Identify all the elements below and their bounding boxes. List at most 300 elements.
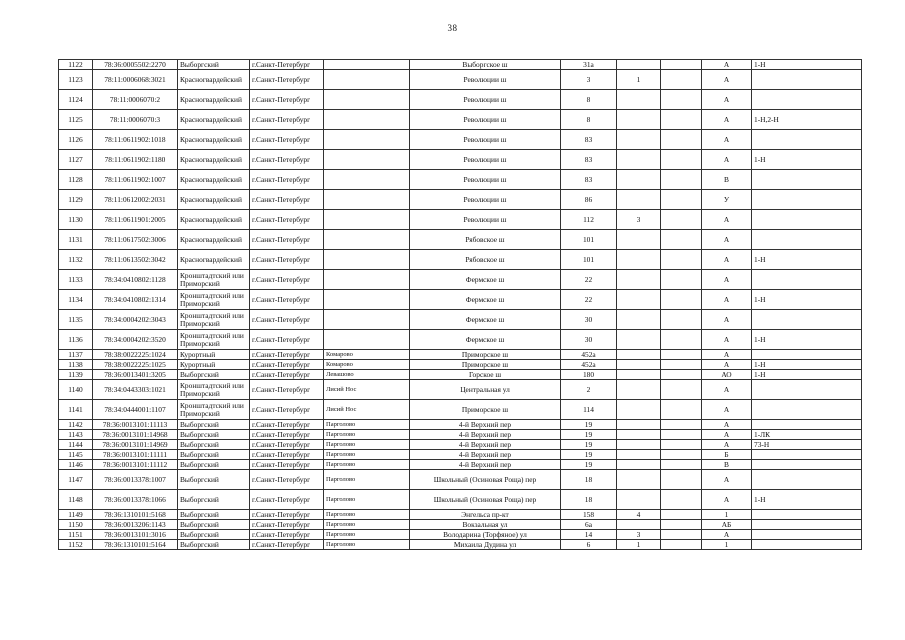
street-cell: Рябовское ш — [410, 250, 561, 270]
table-row — [59, 470, 862, 490]
house-cell: 18 — [561, 470, 617, 490]
street-cell: Революции ш — [410, 110, 561, 130]
cadastral-number-cell: 78:36:1310101:5164 — [93, 540, 178, 550]
letter-cell — [661, 110, 702, 130]
cadastral-number-cell: 78:11:0611902:1180 — [93, 150, 178, 170]
house-cell: 8 — [561, 90, 617, 110]
district-cell: Красногвардейский — [178, 110, 250, 130]
row-number-cell: 1125 — [59, 110, 93, 130]
street-cell: Михаила Дудина ул — [410, 540, 561, 550]
district-cell: Кронштадтский или Приморский — [178, 290, 250, 310]
district-cell: Кронштадтский или Приморский — [178, 380, 250, 400]
district-cell: Выборгский — [178, 470, 250, 490]
house-cell: 452а — [561, 360, 617, 370]
street-cell: 4-й Верхний пер — [410, 420, 561, 430]
table-row — [59, 110, 862, 130]
table-row — [59, 130, 862, 150]
letter-cell — [661, 420, 702, 430]
letter-cell — [661, 70, 702, 90]
house-cell: 8 — [561, 110, 617, 130]
premises-cell: 1-Н — [752, 490, 862, 510]
city-cell: г.Санкт-Петербург — [250, 400, 324, 420]
cadastral-number-cell: 78:11:0611901:2005 — [93, 210, 178, 230]
street-cell: Приморское ш — [410, 360, 561, 370]
locality-cell: Парголово — [324, 420, 410, 430]
locality-cell — [324, 310, 410, 330]
table-row — [59, 90, 862, 110]
cadastral-number-cell: 78:36:0013401:3205 — [93, 370, 178, 380]
street-cell: Рябовское ш — [410, 230, 561, 250]
building-cell — [617, 420, 661, 430]
table-row — [59, 330, 862, 350]
house-cell: 6 — [561, 540, 617, 550]
street-cell: Центральная ул — [410, 380, 561, 400]
table-row — [59, 400, 862, 420]
building-cell — [617, 190, 661, 210]
letter-cell — [661, 380, 702, 400]
house-cell: 114 — [561, 400, 617, 420]
house-cell: 19 — [561, 430, 617, 440]
locality-cell: Комарово — [324, 360, 410, 370]
letter-cell — [661, 460, 702, 470]
row-number-cell: 1141 — [59, 400, 93, 420]
table-row — [59, 370, 862, 380]
cadastral-number-cell: 78:36:0013206:1143 — [93, 520, 178, 530]
locality-cell: Парголово — [324, 470, 410, 490]
table-row — [59, 230, 862, 250]
table-row — [59, 350, 862, 360]
row-number-cell: 1131 — [59, 230, 93, 250]
page-number: 38 — [447, 23, 458, 33]
cadastral-number-cell: 78:11:0006070:3 — [93, 110, 178, 130]
house-cell: 19 — [561, 460, 617, 470]
locality-cell: Парголово — [324, 460, 410, 470]
category-cell: Б — [702, 450, 752, 460]
house-cell: 83 — [561, 150, 617, 170]
district-cell: Кронштадтский или Приморский — [178, 330, 250, 350]
premises-cell — [752, 270, 862, 290]
city-cell: г.Санкт-Петербург — [250, 470, 324, 490]
district-cell: Выборгский — [178, 440, 250, 450]
street-cell: Революции ш — [410, 70, 561, 90]
district-cell: Выборгский — [178, 490, 250, 510]
row-number-cell: 1129 — [59, 190, 93, 210]
city-cell: г.Санкт-Петербург — [250, 70, 324, 90]
locality-cell: Парголово — [324, 530, 410, 540]
locality-cell — [324, 170, 410, 190]
category-cell: А — [702, 350, 752, 360]
district-cell: Красногвардейский — [178, 70, 250, 90]
building-cell: 3 — [617, 530, 661, 540]
district-cell: Красногвардейский — [178, 90, 250, 110]
district-cell: Красногвардейский — [178, 130, 250, 150]
cadastral-number-cell: 78:36:0013101:3016 — [93, 530, 178, 540]
city-cell: г.Санкт-Петербург — [250, 370, 324, 380]
house-cell: 83 — [561, 130, 617, 150]
category-cell: А — [702, 270, 752, 290]
letter-cell — [661, 330, 702, 350]
premises-cell — [752, 520, 862, 530]
city-cell: г.Санкт-Петербург — [250, 170, 324, 190]
row-number-cell: 1128 — [59, 170, 93, 190]
category-cell: А — [702, 400, 752, 420]
building-cell — [617, 330, 661, 350]
street-cell: Володарина (Торфяное) ул — [410, 530, 561, 540]
house-cell: 83 — [561, 170, 617, 190]
district-cell: Красногвардейский — [178, 230, 250, 250]
table-row — [59, 530, 862, 540]
cadastral-number-cell: 78:36:0013101:11112 — [93, 460, 178, 470]
letter-cell — [661, 290, 702, 310]
cadastral-number-cell: 78:36:0013378:1007 — [93, 470, 178, 490]
row-number-cell: 1145 — [59, 450, 93, 460]
locality-cell: Парголово — [324, 540, 410, 550]
street-cell: Энгельса пр-кт — [410, 510, 561, 520]
house-cell: 22 — [561, 270, 617, 290]
building-cell: 4 — [617, 510, 661, 520]
category-cell: А — [702, 380, 752, 400]
category-cell: У — [702, 190, 752, 210]
locality-cell — [324, 60, 410, 70]
cadastral-number-cell: 78:11:0006068:3021 — [93, 70, 178, 90]
premises-cell — [752, 540, 862, 550]
row-number-cell: 1149 — [59, 510, 93, 520]
street-cell: Революции ш — [410, 130, 561, 150]
district-cell: Красногвардейский — [178, 150, 250, 170]
cadastral-number-cell: 78:38:0022225:1024 — [93, 350, 178, 360]
row-number-cell: 1132 — [59, 250, 93, 270]
row-number-cell: 1147 — [59, 470, 93, 490]
row-number-cell: 1130 — [59, 210, 93, 230]
building-cell — [617, 250, 661, 270]
row-number-cell: 1136 — [59, 330, 93, 350]
premises-cell: 1-Н — [752, 290, 862, 310]
premises-cell: 1-Н — [752, 360, 862, 370]
premises-cell — [752, 400, 862, 420]
house-cell: 2 — [561, 380, 617, 400]
house-cell: 101 — [561, 250, 617, 270]
street-cell: Приморское ш — [410, 350, 561, 360]
category-cell: 1 — [702, 540, 752, 550]
city-cell: г.Санкт-Петербург — [250, 90, 324, 110]
letter-cell — [661, 230, 702, 250]
category-cell: А — [702, 70, 752, 90]
category-cell: А — [702, 330, 752, 350]
locality-cell: Лисий Нос — [324, 400, 410, 420]
table-row — [59, 250, 862, 270]
table-row — [59, 70, 862, 90]
building-cell — [617, 290, 661, 310]
city-cell: г.Санкт-Петербург — [250, 270, 324, 290]
district-cell: Выборгский — [178, 420, 250, 430]
table-row — [59, 540, 862, 550]
house-cell: 30 — [561, 310, 617, 330]
city-cell: г.Санкт-Петербург — [250, 420, 324, 430]
district-cell: Выборгский — [178, 430, 250, 440]
premises-cell — [752, 230, 862, 250]
cadastral-number-cell: 78:34:0410802:1314 — [93, 290, 178, 310]
table-row — [59, 510, 862, 520]
letter-cell — [661, 250, 702, 270]
locality-cell — [324, 210, 410, 230]
row-number-cell: 1137 — [59, 350, 93, 360]
cadastral-number-cell: 78:11:0617502:3006 — [93, 230, 178, 250]
locality-cell — [324, 110, 410, 130]
row-number-cell: 1127 — [59, 150, 93, 170]
city-cell: г.Санкт-Петербург — [250, 380, 324, 400]
district-cell: Курортный — [178, 350, 250, 360]
letter-cell — [661, 450, 702, 460]
city-cell: г.Санкт-Петербург — [250, 360, 324, 370]
city-cell: г.Санкт-Петербург — [250, 310, 324, 330]
premises-cell: 1-Н — [752, 60, 862, 70]
premises-cell: 1-Н — [752, 150, 862, 170]
cadastral-number-cell: 78:34:0004202:3043 — [93, 310, 178, 330]
city-cell: г.Санкт-Петербург — [250, 150, 324, 170]
locality-cell: Парголово — [324, 520, 410, 530]
registry-table — [58, 59, 862, 550]
district-cell: Выборгский — [178, 60, 250, 70]
house-cell: 19 — [561, 450, 617, 460]
row-number-cell: 1151 — [59, 530, 93, 540]
street-cell: Революции ш — [410, 210, 561, 230]
cadastral-number-cell: 78:34:0410802:1128 — [93, 270, 178, 290]
house-cell: 86 — [561, 190, 617, 210]
locality-cell — [324, 90, 410, 110]
premises-cell — [752, 170, 862, 190]
house-cell: 19 — [561, 440, 617, 450]
category-cell: А — [702, 310, 752, 330]
building-cell — [617, 470, 661, 490]
row-number-cell: 1152 — [59, 540, 93, 550]
house-cell: 30 — [561, 330, 617, 350]
city-cell: г.Санкт-Петербург — [250, 520, 324, 530]
letter-cell — [661, 540, 702, 550]
premises-cell — [752, 70, 862, 90]
city-cell: г.Санкт-Петербург — [250, 130, 324, 150]
table-row — [59, 460, 862, 470]
premises-cell: 73-Н — [752, 440, 862, 450]
district-cell: Выборгский — [178, 540, 250, 550]
row-number-cell: 1150 — [59, 520, 93, 530]
street-cell: 4-й Верхний пер — [410, 430, 561, 440]
city-cell: г.Санкт-Петербург — [250, 190, 324, 210]
street-cell: Вокзальная ул — [410, 520, 561, 530]
row-number-cell: 1142 — [59, 420, 93, 430]
street-cell: Фермское ш — [410, 290, 561, 310]
category-cell: А — [702, 360, 752, 370]
street-cell: Фермское ш — [410, 270, 561, 290]
table-row — [59, 430, 862, 440]
premises-cell — [752, 450, 862, 460]
category-cell: АБ — [702, 520, 752, 530]
letter-cell — [661, 440, 702, 450]
street-cell: Школьный (Осиновая Роща) пер — [410, 470, 561, 490]
building-cell — [617, 450, 661, 460]
letter-cell — [661, 470, 702, 490]
table-row — [59, 440, 862, 450]
house-cell: 22 — [561, 290, 617, 310]
premises-cell — [752, 310, 862, 330]
table-row — [59, 380, 862, 400]
cadastral-number-cell: 78:38:0022225:1025 — [93, 360, 178, 370]
table-row — [59, 190, 862, 210]
city-cell: г.Санкт-Петербург — [250, 350, 324, 360]
table-row — [59, 150, 862, 170]
letter-cell — [661, 210, 702, 230]
locality-cell — [324, 70, 410, 90]
row-number-cell: 1124 — [59, 90, 93, 110]
premises-cell — [752, 530, 862, 540]
letter-cell — [661, 400, 702, 420]
row-number-cell: 1140 — [59, 380, 93, 400]
category-cell: А — [702, 250, 752, 270]
district-cell: Кронштадтский или Приморский — [178, 400, 250, 420]
category-cell: А — [702, 470, 752, 490]
locality-cell — [324, 330, 410, 350]
house-cell: 452а — [561, 350, 617, 360]
city-cell: г.Санкт-Петербург — [250, 330, 324, 350]
category-cell: А — [702, 210, 752, 230]
city-cell: г.Санкт-Петербург — [250, 210, 324, 230]
building-cell — [617, 170, 661, 190]
row-number-cell: 1123 — [59, 70, 93, 90]
locality-cell — [324, 250, 410, 270]
street-cell: 4-й Верхний пер — [410, 460, 561, 470]
building-cell — [617, 460, 661, 470]
house-cell: 6а — [561, 520, 617, 530]
building-cell — [617, 230, 661, 250]
street-cell: Революции ш — [410, 190, 561, 210]
city-cell: г.Санкт-Петербург — [250, 490, 324, 510]
city-cell: г.Санкт-Петербург — [250, 530, 324, 540]
row-number-cell: 1148 — [59, 490, 93, 510]
street-cell: Горское ш — [410, 370, 561, 380]
district-cell: Кронштадтский или Приморский — [178, 310, 250, 330]
locality-cell: Парголово — [324, 430, 410, 440]
district-cell: Выборгский — [178, 450, 250, 460]
city-cell: г.Санкт-Петербург — [250, 440, 324, 450]
table-row — [59, 290, 862, 310]
category-cell: А — [702, 130, 752, 150]
building-cell — [617, 400, 661, 420]
district-cell: Выборгский — [178, 530, 250, 540]
cadastral-number-cell: 78:36:0013101:14968 — [93, 430, 178, 440]
street-cell: 4-й Верхний пер — [410, 440, 561, 450]
district-cell: Красногвардейский — [178, 250, 250, 270]
category-cell: А — [702, 530, 752, 540]
city-cell: г.Санкт-Петербург — [250, 430, 324, 440]
house-cell: 19 — [561, 420, 617, 430]
table-row — [59, 310, 862, 330]
letter-cell — [661, 490, 702, 510]
cadastral-number-cell: 78:36:0005502:2270 — [93, 60, 178, 70]
house-cell: 18 — [561, 490, 617, 510]
letter-cell — [661, 310, 702, 330]
building-cell — [617, 150, 661, 170]
premises-cell: 1-ЛК — [752, 430, 862, 440]
street-cell: Революции ш — [410, 150, 561, 170]
row-number-cell: 1122 — [59, 60, 93, 70]
premises-cell: 1-Н — [752, 330, 862, 350]
locality-cell: Левашово — [324, 370, 410, 380]
building-cell — [617, 350, 661, 360]
building-cell — [617, 360, 661, 370]
category-cell: А — [702, 430, 752, 440]
table-row — [59, 420, 862, 430]
row-number-cell: 1146 — [59, 460, 93, 470]
cadastral-number-cell: 78:36:0013101:11111 — [93, 450, 178, 460]
cadastral-number-cell: 78:36:1310101:5168 — [93, 510, 178, 520]
cadastral-number-cell: 78:34:0004202:3520 — [93, 330, 178, 350]
cadastral-number-cell: 78:11:0611902:1007 — [93, 170, 178, 190]
letter-cell — [661, 360, 702, 370]
locality-cell: Комарово — [324, 350, 410, 360]
district-cell: Красногвардейский — [178, 190, 250, 210]
house-cell: 14 — [561, 530, 617, 540]
category-cell: А — [702, 230, 752, 250]
building-cell: 3 — [617, 210, 661, 230]
row-number-cell: 1144 — [59, 440, 93, 450]
premises-cell: 1-Н — [752, 370, 862, 380]
locality-cell — [324, 270, 410, 290]
street-cell: Фермское ш — [410, 330, 561, 350]
category-cell: А — [702, 440, 752, 450]
cadastral-number-cell: 78:36:0013378:1066 — [93, 490, 178, 510]
street-cell: Школьный (Осиновая Роща) пер — [410, 490, 561, 510]
building-cell — [617, 310, 661, 330]
building-cell — [617, 520, 661, 530]
category-cell: А — [702, 110, 752, 130]
row-number-cell: 1138 — [59, 360, 93, 370]
table-row — [59, 210, 862, 230]
table-row — [59, 360, 862, 370]
category-cell: А — [702, 90, 752, 110]
letter-cell — [661, 90, 702, 110]
city-cell: г.Санкт-Петербург — [250, 460, 324, 470]
table-row — [59, 490, 862, 510]
table-row — [59, 520, 862, 530]
locality-cell — [324, 230, 410, 250]
letter-cell — [661, 60, 702, 70]
row-number-cell: 1133 — [59, 270, 93, 290]
building-cell: 1 — [617, 540, 661, 550]
locality-cell — [324, 150, 410, 170]
locality-cell: Парголово — [324, 450, 410, 460]
premises-cell: 1-Н — [752, 250, 862, 270]
house-cell: 112 — [561, 210, 617, 230]
building-cell — [617, 430, 661, 440]
premises-cell — [752, 380, 862, 400]
premises-cell — [752, 90, 862, 110]
premises-cell — [752, 210, 862, 230]
district-cell: Выборгский — [178, 520, 250, 530]
category-cell: А — [702, 290, 752, 310]
city-cell: г.Санкт-Петербург — [250, 230, 324, 250]
district-cell: Красногвардейский — [178, 210, 250, 230]
table-row — [59, 60, 862, 70]
letter-cell — [661, 430, 702, 440]
category-cell: А — [702, 490, 752, 510]
building-cell — [617, 110, 661, 130]
house-cell: 31а — [561, 60, 617, 70]
row-number-cell: 1139 — [59, 370, 93, 380]
category-cell: 1 — [702, 510, 752, 520]
building-cell — [617, 490, 661, 510]
cadastral-number-cell: 78:34:0443303:1021 — [93, 380, 178, 400]
category-cell: А — [702, 150, 752, 170]
street-cell: Фермское ш — [410, 310, 561, 330]
